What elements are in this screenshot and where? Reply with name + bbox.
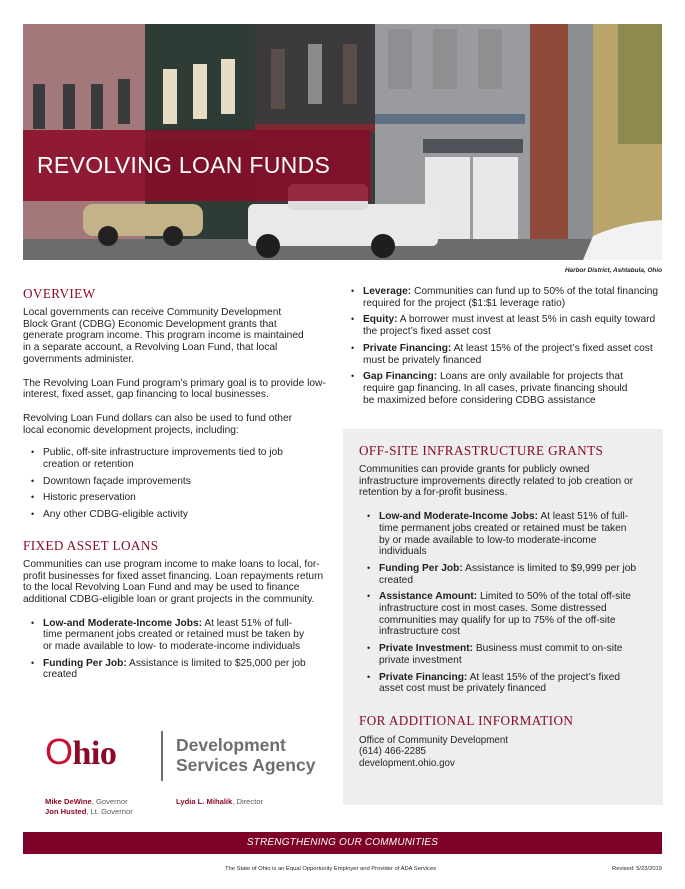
contact-website-link[interactable]: development.ohio.gov [359, 757, 455, 769]
list-item: • Public, off-site infrastructure improvements tied to job creation or retention [23, 447, 313, 470]
ohio-logo-o: O [45, 731, 73, 772]
left-column [23, 286, 328, 686]
list-item [23, 618, 308, 653]
list-item [343, 371, 633, 406]
photo-caption: Harbor District, Ashtabula, Ohio [564, 267, 662, 274]
fixed-asset-loans-heading: FIXED ASSET LOANS [23, 537, 159, 553]
bullet-term: Private Investment: [379, 643, 473, 655]
list-item [343, 286, 663, 309]
fixed-asset-bullet-list [23, 618, 308, 682]
lt-governor-line [45, 807, 133, 817]
bullet-text: At least 15% of the project’s fixed asset cost must be privately financed [363, 342, 653, 366]
bullet-text: A borrower must invest at least 5% in cash equity toward the project’s fixed asset cost [363, 314, 656, 338]
bullet-text: Communities can fund up to 50% of the total financing required for the project ($1:$1 leverage ratio) [363, 286, 659, 309]
contact-block [359, 735, 651, 770]
revised-date: Revised: 5/23/2019 [612, 866, 662, 872]
bullet-term: Assistance Amount: [379, 591, 478, 603]
list-item [343, 343, 663, 366]
title-banner [23, 130, 370, 201]
offsite-bullet-list [359, 511, 639, 695]
bullet-term: Leverage: [363, 286, 412, 297]
list-item [359, 511, 639, 558]
bullet-term: Low-and Moderate-Income Jobs: [379, 511, 539, 523]
bullet-term: Funding Per Job: [379, 562, 463, 574]
list-item: • Any other CDBG-eligible activity [23, 509, 313, 521]
bullet-text: Loans are only available for projects that require gap financing. In all cases, private financing should be maximized before considering CDBG assistance [363, 371, 628, 406]
list-item: • Downtown façade improvements [23, 476, 313, 488]
list-item [359, 563, 639, 586]
lt-governor-name: Jon Husted [45, 807, 87, 816]
overview-bullet-list [23, 447, 313, 521]
agency-line-1: Development [176, 735, 286, 755]
additional-info-heading: FOR ADDITIONAL INFORMATION [359, 712, 574, 728]
lt-governor-title: , Lt. Governor [86, 807, 133, 816]
overview-heading: OVERVIEW [23, 286, 96, 301]
list-item [359, 643, 639, 666]
bullet-term: Funding Per Job: [43, 657, 127, 669]
bullet-text: Limited to 50% of the total off-site infrastructure cost in most cases. Some distressed communities may qualify for up to 75% of the off-site infrastructure cost [379, 591, 631, 638]
officials-director [176, 797, 263, 807]
bullet-text: Assistance is limited to $9,999 per job created [379, 562, 637, 586]
list-item: • Historic preservation [23, 492, 313, 504]
offsite-grants-heading: OFF-SITE INFRASTRUCTURE GRANTS [359, 443, 604, 458]
officials-governor [45, 797, 133, 817]
governor-title: , Governor [91, 797, 128, 806]
bullet-text: At least 51% of full-time permanent jobs created or retained must be taken by or made available to low- to moderate-income individuals [43, 617, 305, 653]
overview-paragraph-3: Revolving Loan Fund dollars can also be used to fund other local economic development projects, including: [23, 412, 293, 436]
bullet-term: Equity: [363, 314, 398, 326]
bullet-text: At least 51% of full-time permanent jobs created or retained must be taken by or made available to low-to moderate-income individuals [379, 511, 629, 558]
bullet-text: Assistance is limited to $25,000 per job created [43, 657, 306, 681]
bullet-text: At least 15% of the project’s fixed asset cost must be privately financed [379, 671, 621, 695]
page-title: REVOLVING LOAN FUNDS [37, 152, 331, 178]
agency-name [176, 736, 315, 775]
contact-phone[interactable]: (614) 466-2285 [359, 746, 426, 758]
bullet-term: Gap Financing: [363, 371, 438, 383]
bullet-term: Low-and Moderate-Income Jobs: [43, 617, 203, 629]
offsite-grants-paragraph: Communities can provide grants for publicly owned infrastructure improvements directly related to job creation or retention by a for-profit business. [359, 464, 634, 499]
logo-divider [161, 731, 163, 781]
fixed-asset-loans-paragraph: Communities can use program income to make loans to local, for-profit businesses for fixed asset financing. Loan repayments return to the local Revolving Loan Fund and may be used to finance additional CDBG-eligible loan or grant projects in the community. [23, 558, 324, 605]
eeo-statement: The State of Ohio is an Equal Opportunity Employer and Provider of ADA Services [225, 866, 437, 872]
sidebar-panel [343, 429, 663, 805]
right-column-top [343, 286, 663, 411]
governor-line [45, 797, 133, 807]
fixed-asset-bullet-list-continued [343, 286, 663, 406]
list-item [23, 658, 308, 681]
bullet-term: Private Financing: [379, 671, 468, 683]
bullet-text: Business must commit to on-site private investment [379, 643, 623, 666]
director-title: , Director [232, 797, 264, 806]
overview-paragraph-1: Local governments can receive Community Development Block Grant (CDBG) Economic Development grants that generate program income. This program income is maintained in a separate account, a Revolving Loan Fund, that local governments administer. [23, 307, 304, 365]
bullet-term: Private Financing: [363, 342, 452, 354]
list-item [343, 314, 663, 337]
director-name: Lydia L. Mihalik [176, 797, 233, 806]
governor-name: Mike DeWine [45, 797, 92, 806]
ohio-logo-text: hio [72, 735, 117, 772]
list-item [359, 672, 639, 695]
tagline-strip: STRENGTHENING OUR COMMUNITIES [23, 832, 662, 854]
overview-paragraph-2: The Revolving Loan Fund program’s primary goal is to provide low-interest, fixed asset, gap financing to local businesses. [23, 377, 326, 401]
contact-office: Office of Community Development [359, 734, 509, 746]
agency-line-2: Services Agency [176, 754, 316, 775]
list-item [359, 591, 639, 638]
ohio-logo [45, 731, 117, 772]
